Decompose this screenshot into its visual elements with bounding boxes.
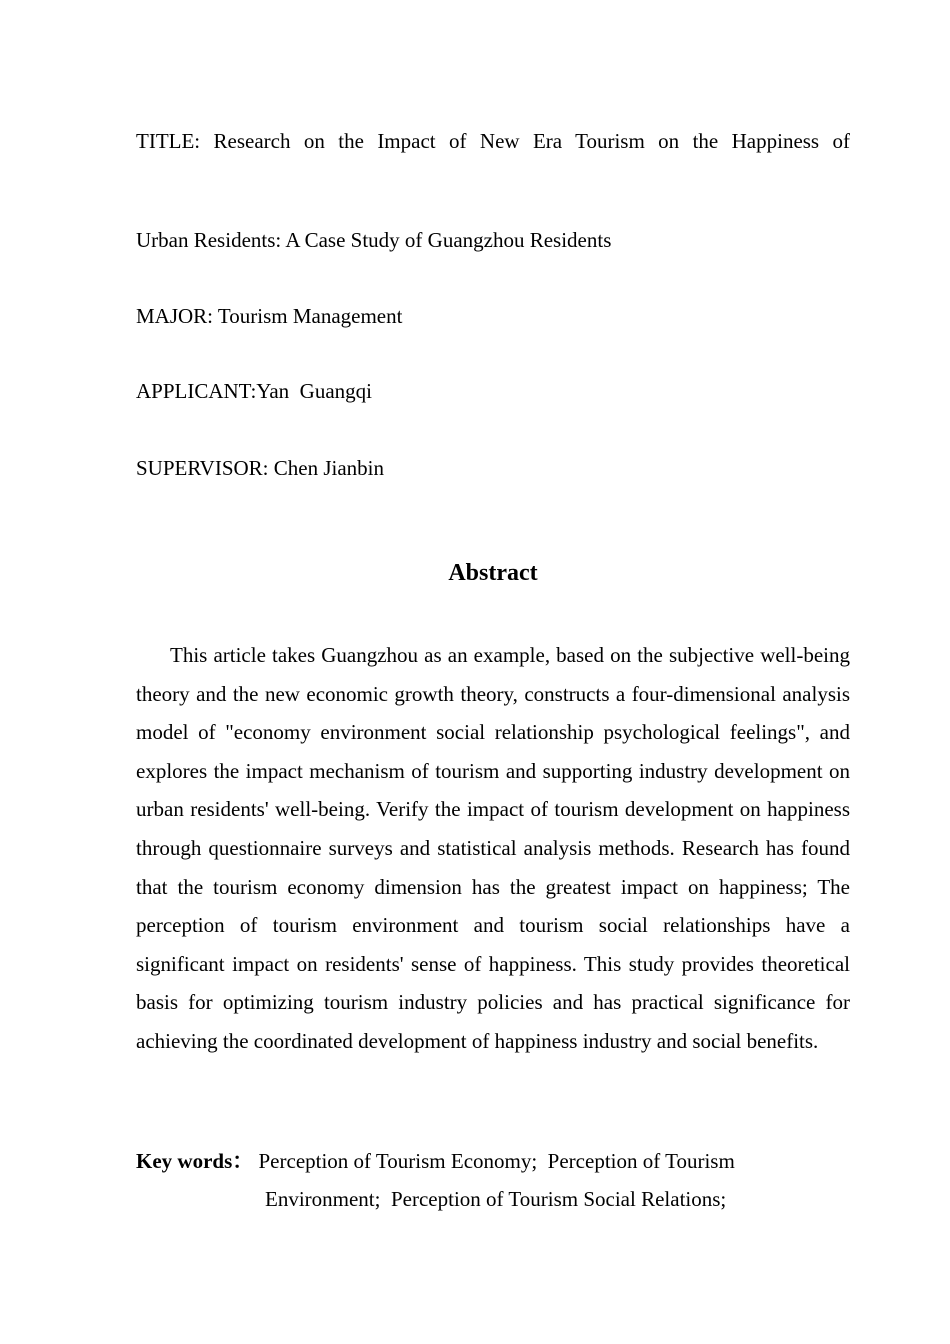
abstract-heading: Abstract bbox=[448, 560, 538, 586]
thesis-title-line-1: TITLE: Research on the Impact of New Era Tourism on the Happiness of bbox=[136, 129, 850, 153]
keywords-text-1: Perception of Tourism Economy; Perception of Tourism bbox=[253, 1149, 735, 1173]
abstract-body: This article takes Guangzhou as an example, based on the subjective well-being theory and the new economic growth theory, constructs a four-dimensional analysis model of "economy environment social relationship psychological feelings", and explores the impact mechanism of tourism and supporting industry development on urban residents' well-being. Verify the impact of tourism development on happiness through questionnaire surveys and statistical analysis methods. Research has found that the tourism economy dimension has the greatest impact on happiness; The perception of tourism environment and tourism social relationships have a significant impact on residents' sense of happiness. This study provides theoretical basis for optimizing tourism industry policies and has practical significance for achieving the coordinated development of happiness industry and social benefits. bbox=[136, 643, 850, 1053]
thesis-title-line-2: Urban Residents: A Case Study of Guangzhou Residents bbox=[136, 228, 612, 252]
applicant-field: APPLICANT:Yan Guangqi bbox=[136, 379, 373, 403]
keywords-section bbox=[136, 1142, 850, 1218]
keywords-line-2: Environment; Perception of Tourism Social Relations; bbox=[265, 1187, 727, 1211]
keywords-line-1 bbox=[136, 1142, 850, 1180]
supervisor-field: SUPERVISOR: Chen Jianbin bbox=[136, 456, 385, 480]
keywords-label: Key words： bbox=[136, 1149, 254, 1173]
major-field: MAJOR: Tourism Management bbox=[136, 304, 403, 328]
